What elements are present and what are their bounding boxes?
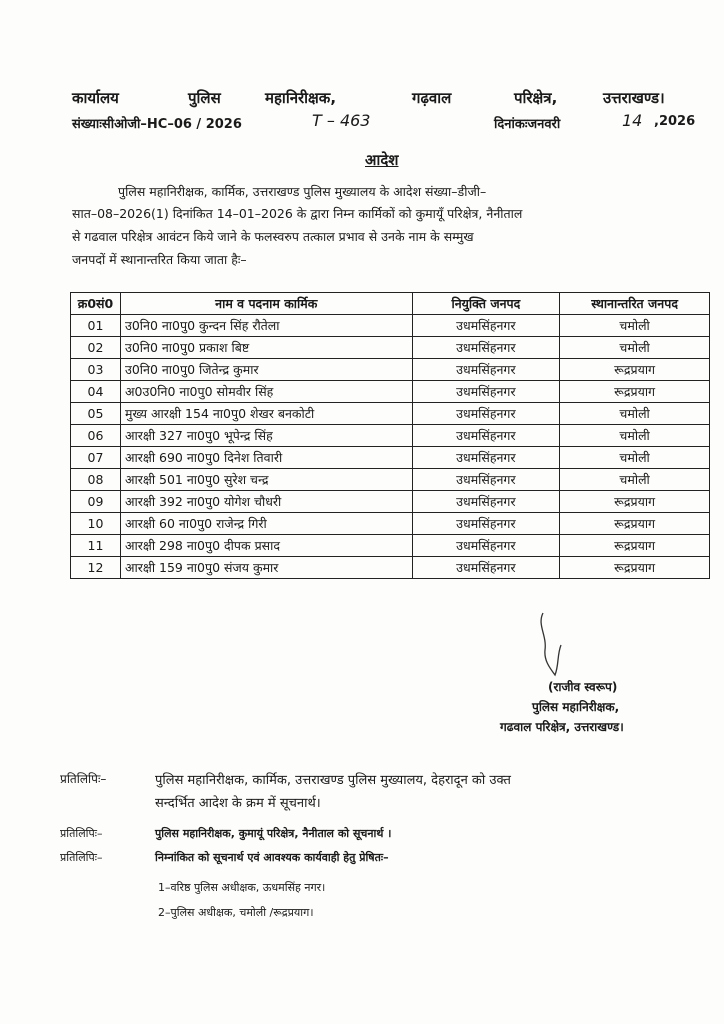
cell-posted-district: उधमसिंहनगर (412, 491, 560, 513)
body-line-4: जनपदों में स्थानान्तरित किया जाता हैः– (72, 252, 247, 267)
cell-posted-district: उधमसिंहनगर (412, 469, 560, 491)
copy-3-label: प्रतिलिपिः– (60, 851, 103, 864)
cell-posted-district: उधमसिंहनगर (412, 337, 560, 359)
cell-transfer-district: रूद्रप्रयाग (560, 557, 710, 579)
office-word-range: परिक्षेत्र, (514, 89, 558, 107)
header-name: नाम व पदनाम कार्मिक (120, 293, 412, 315)
cell-posted-district: उधमसिंहनगर (412, 315, 560, 337)
cell-transfer-district: चमोली (560, 315, 710, 337)
cell-name: उ0नि0 ना0पु0 जितेन्द्र कुमार (120, 359, 412, 381)
cell-serial: 09 (71, 491, 121, 513)
cell-posted-district: उधमसिंहनगर (412, 403, 560, 425)
recipient-2: 2–पुलिस अधीक्षक, चमोली /रूद्रप्रयाग। (158, 906, 314, 919)
copy-2-label: प्रतिलिपिः– (60, 827, 103, 840)
cell-name: मुख्य आरक्षी 154 ना0पु0 शेखर बनकोटी (120, 403, 412, 425)
cell-serial: 12 (71, 557, 121, 579)
cell-transfer-district: रूद्रप्रयाग (560, 381, 710, 403)
office-word-ig: महानिरीक्षक, (265, 89, 337, 107)
cell-transfer-district: रूद्रप्रयाग (560, 513, 710, 535)
signatory-name: (राजीव स्वरूप) (548, 680, 618, 694)
cell-transfer-district: रूद्रप्रयाग (560, 535, 710, 557)
reference-handwritten: T – 463 (312, 111, 371, 130)
copy-1-label: प्रतिलिपिः– (60, 772, 107, 786)
cell-name: आरक्षी 159 ना0पु0 संजय कुमार (120, 557, 412, 579)
header-posted-district: नियुक्ति जनपद (412, 293, 560, 315)
header-serial: क्र0सं0 (71, 293, 121, 315)
cell-transfer-district: चमोली (560, 425, 710, 447)
cell-serial: 05 (71, 403, 121, 425)
table-row (71, 535, 710, 557)
cell-posted-district: उधमसिंहनगर (412, 381, 560, 403)
table-row (71, 469, 710, 491)
cell-transfer-district: चमोली (560, 403, 710, 425)
table-row (71, 447, 710, 469)
cell-serial: 10 (71, 513, 121, 535)
signatory-designation: पुलिस महानिरीक्षक, (532, 700, 620, 714)
table-row (71, 557, 710, 579)
body-line-3: से गढवाल परिक्षेत्र आवंटन किये जाने के फलस्वरुप तत्काल प्रभाव से उनके नाम के सम्मुख (72, 229, 474, 244)
body-line-2: सात–08–2026(1) दिनांकित 14–01–2026 के द्वारा निम्न कार्मिकों को कुमायूँ परिक्षेत्र, नैनीताल (72, 206, 523, 221)
signatory-office: गढवाल परिक्षेत्र, उत्तराखण्ड। (500, 720, 624, 734)
cell-transfer-district: चमोली (560, 447, 710, 469)
table-header-row (71, 293, 710, 315)
cell-serial: 02 (71, 337, 121, 359)
cell-posted-district: उधमसिंहनगर (412, 359, 560, 381)
copy-3-line-1: निम्नांकित को सूचनार्थ एवं आवश्यक कार्यवाही हेतु प्रेषितः– (155, 851, 389, 864)
cell-serial: 11 (71, 535, 121, 557)
order-title: आदेश (365, 151, 399, 169)
cell-serial: 07 (71, 447, 121, 469)
header-transfer-district: स्थानान्तरित जनपद (560, 293, 710, 315)
cell-name: उ0नि0 ना0पु0 प्रकाश बिष्ट (120, 337, 412, 359)
cell-name: आरक्षी 327 ना0पु0 भूपेन्द्र सिंह (120, 425, 412, 447)
cell-name: आरक्षी 298 ना0पु0 दीपक प्रसाद (120, 535, 412, 557)
date-day-handwritten: 14 (622, 111, 643, 130)
signature-mark (535, 605, 575, 685)
cell-name: उ0नि0 ना0पु0 कुन्दन सिंह रौतेला (120, 315, 412, 337)
table-row (71, 403, 710, 425)
reference-number: संख्याःसीओजी–HC–06 / 2026 (72, 117, 242, 132)
date-year: ,2026 (654, 114, 696, 129)
cell-serial: 06 (71, 425, 121, 447)
office-label: कार्यालय (72, 89, 119, 107)
recipient-1: 1–वरिष्ठ पुलिस अधीक्षक, ऊधमसिंह नगर। (158, 881, 326, 894)
transfer-table (70, 292, 710, 579)
cell-name: अ0उ0नि0 ना0पु0 सोमवीर सिंह (120, 381, 412, 403)
date-label: दिनांकःजनवरी (494, 117, 561, 132)
office-word-garhwal: गढ़वाल (412, 89, 452, 107)
cell-serial: 08 (71, 469, 121, 491)
cell-serial: 04 (71, 381, 121, 403)
cell-posted-district: उधमसिंहनगर (412, 447, 560, 469)
body-line-1: पुलिस महानिरीक्षक, कार्मिक, उत्तराखण्ड पुलिस मुख्यालय के आदेश संख्या–डीजी– (118, 184, 487, 199)
cell-name: आरक्षी 60 ना0पु0 राजेन्द्र गिरी (120, 513, 412, 535)
cell-transfer-district: रूद्रप्रयाग (560, 359, 710, 381)
cell-posted-district: उधमसिंहनगर (412, 513, 560, 535)
office-word-state: उत्तराखण्ड। (603, 89, 665, 107)
table-row (71, 513, 710, 535)
cell-serial: 01 (71, 315, 121, 337)
cell-name: आरक्षी 392 ना0पु0 योगेश चौधरी (120, 491, 412, 513)
office-word-police: पुलिस (188, 89, 221, 107)
cell-transfer-district: रूद्रप्रयाग (560, 491, 710, 513)
table-row (71, 381, 710, 403)
table-row (71, 359, 710, 381)
table-row (71, 425, 710, 447)
cell-posted-district: उधमसिंहनगर (412, 557, 560, 579)
cell-posted-district: उधमसिंहनगर (412, 535, 560, 557)
copy-1-line-2: सन्दर्भित आदेश के क्रम में सूचनार्थ। (155, 796, 321, 811)
cell-name: आरक्षी 501 ना0पु0 सुरेश चन्द्र (120, 469, 412, 491)
cell-serial: 03 (71, 359, 121, 381)
table-row (71, 315, 710, 337)
copy-1-line-1: पुलिस महानिरीक्षक, कार्मिक, उत्तराखण्ड पुलिस मुख्यालय, देहरादून को उक्त (155, 773, 511, 788)
table-row (71, 491, 710, 513)
cell-name: आरक्षी 690 ना0पु0 दिनेश तिवारी (120, 447, 412, 469)
cell-transfer-district: चमोली (560, 469, 710, 491)
copy-2-line-1: पुलिस महानिरीक्षक, कुमायूं परिक्षेत्र, नैनीताल को सूचनार्थ । (155, 827, 392, 840)
table-row (71, 337, 710, 359)
cell-posted-district: उधमसिंहनगर (412, 425, 560, 447)
cell-transfer-district: चमोली (560, 337, 710, 359)
